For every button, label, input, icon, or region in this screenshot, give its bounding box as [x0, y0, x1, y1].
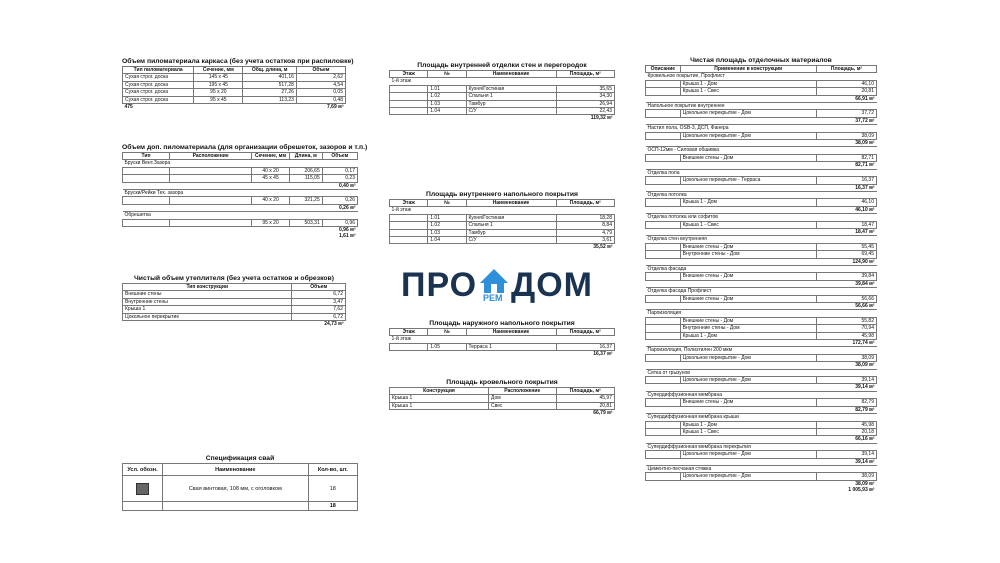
table-row: Внешние стены - Дом 82,79 [646, 399, 877, 406]
table-row: 1.02 Спальня 1 8,84 [390, 222, 615, 229]
piles-title: Спецификация свай [205, 455, 275, 462]
group-total: 0,26 м³ [339, 204, 356, 211]
group-row: Супердиффузионная мембрана крыши [646, 414, 877, 421]
frame-lumber-table [122, 66, 346, 110]
table-row: 1.01 Кухня/Гостиная 35,65 [390, 85, 615, 92]
table-row: Крыша 1 - Дом 45,98 [646, 421, 877, 428]
group-row: Пароизоляция, Полиэтилен 200 мкм [646, 347, 877, 354]
table-row: 95 х 20 503,31 0,96 [123, 219, 358, 226]
table-row: Сухая строг. доска 95 х 45 113,23 0,48 [123, 96, 346, 103]
table-total: 66,79 м² [593, 410, 613, 417]
table-row: Внешние стены - Дом 82,71 [646, 154, 877, 161]
table-row: Внешние стены - Дом 39,84 [646, 273, 877, 280]
group-row: Отделка стен внутренняя [646, 236, 877, 243]
frame-lumber-title: Объем пиломатериала каркаса (без учета остатков при распиловке) [122, 58, 354, 65]
group-total: 16,37 м² [855, 184, 875, 191]
table-row: 1.04 С/У 22,43 [390, 108, 615, 115]
grand-total: 1,61 м³ [339, 233, 356, 240]
walls-section [389, 62, 615, 122]
group-total: 66,16 м² [855, 436, 875, 443]
table-row: Сухая строг. доска 195 х 45 517,28 4,54 [123, 81, 346, 88]
group-row: 1-й этаж [390, 336, 615, 343]
group-total: 172,74 м² [852, 340, 875, 347]
group-row: Супердиффузионная мембрана [646, 391, 877, 398]
logo-text-small: РЕМ [483, 293, 503, 303]
table-row: Крыша 1 - Дом 46,10 [646, 80, 877, 87]
group-row: Настил пола, OSB-3, ДСП, Фанера [646, 125, 877, 132]
grand-total: 1 005,93 м² [848, 487, 875, 494]
group-row: Отделка фасада Профлист [646, 288, 877, 295]
table-row: 40 х 20 321,25 0,26 [123, 197, 358, 204]
extra-lumber-title: Объем доп. пиломатериала (для организации обрешеток, зазоров и т.п.) [122, 144, 368, 151]
group-row: Бруски Вент.Зазора [123, 160, 358, 167]
table-row: Цокольное перекрытие 6,72 [123, 313, 346, 320]
table-row: Сухая строг. доска 145 х 45 401,16 2,62 [123, 74, 346, 81]
extra-lumber-table [122, 152, 358, 240]
group-total: 18,47 м² [855, 228, 875, 235]
piles-table [122, 463, 358, 511]
table-row: Крыша 1 - Дом 45,98 [646, 332, 877, 339]
group-row: Цементно-песчаная стяжка [646, 465, 877, 472]
table-row: Крыша 1 Свес 20,81 [390, 402, 615, 409]
group-total: 39,84 м² [855, 280, 875, 287]
group-row: Отделка потолка [646, 191, 877, 198]
piles-section [122, 455, 358, 511]
prodom-logo [401, 265, 601, 305]
table-row: Цокольное перекрытие - Дом 38,09 [646, 354, 877, 361]
outer-floor-title: Площадь наружного напольного покрытия [429, 320, 575, 327]
table-row: Внешние стены - Дом 55,82 [646, 317, 877, 324]
table-row: Крыша 1 7,62 [123, 306, 346, 313]
table-row: Внутренние стены - Дом 70,94 [646, 325, 877, 332]
table-total: 18 [123, 502, 358, 511]
group-row: Отделка потолка или софитов [646, 214, 877, 221]
roof-title: Площадь кровельного покрытия [446, 379, 558, 386]
insulation-section [122, 275, 346, 327]
table-row: 1.05 Терраса 1 16,37 [390, 343, 615, 350]
outer-floor-table [389, 328, 615, 358]
table-row: 1.01 Кухня/Гостиная 18,28 [390, 214, 615, 221]
group-total: 39,14 м² [855, 458, 875, 465]
group-total: 124,90 м² [852, 258, 875, 265]
table-row: Цокольное перекрытие - Терраса 16,37 [646, 177, 877, 184]
group-row: 1-й этаж [390, 78, 615, 85]
table-header: Усл. обозн. Наименование Кол-во, шт. [123, 464, 358, 476]
roof-section [389, 379, 615, 417]
table-total: 35,52 м² [593, 244, 613, 251]
outer-floor-section [389, 320, 615, 358]
finishing-section [645, 57, 877, 494]
group-total: 0,40 м³ [339, 182, 356, 189]
group-total: 38,09 м² [855, 362, 875, 369]
group-row: Супердиффузионная мембрана перекрытия [646, 443, 877, 450]
table-row: 1.02 Спальня 1 34,30 [390, 93, 615, 100]
group-row: ОСП-12мм - Силовая обшивка [646, 147, 877, 154]
table-row: Сухая строг. доска 95 х 20 27,26 0,05 [123, 89, 346, 96]
table-row: 40 х 20 206,65 0,17 [123, 167, 358, 174]
insulation-table [122, 283, 346, 327]
inner-floor-title: Площадь внутреннего напольного покрытия [425, 191, 579, 198]
table-row: Внешние стены 6,72 [123, 291, 346, 298]
table-total: 16,37 м² [593, 351, 613, 358]
table-row: Внутренние стены 3,47 [123, 298, 346, 305]
insulation-title: Чистый объем утеплителя (без учета остатков и обрезков) [134, 275, 334, 282]
group-row: Кровельное покрытие, Профлист [646, 73, 877, 80]
group-row: 1-й этаж [390, 207, 615, 214]
table-row: Крыша 1 - Свес 20,18 [646, 428, 877, 435]
table-row: 1.04 С/У 3,61 [390, 237, 615, 244]
table-header: Этаж № Наименование Площадь, м² [390, 200, 615, 207]
group-total: 37,72 м² [855, 117, 875, 124]
table-header: Тип пиломатериала Сечение, мм Общ. длина, м Объем [123, 67, 346, 74]
group-total: 66,91 м² [855, 95, 875, 102]
table-row: Цокольное перекрытие - Дом 39,14 [646, 377, 877, 384]
group-total: 82,71 м² [855, 162, 875, 169]
table-total: 475 7,69 м³ [124, 104, 344, 111]
group-row: Обрешетка [123, 212, 358, 219]
table-row: Цокольное перекрытие - Дом 37,72 [646, 110, 877, 117]
group-total: 56,66 м² [855, 303, 875, 309]
table-row: Свая винтовая, 108 мм, с оголовком 18 [123, 476, 358, 502]
group-row: Отделка фасада [646, 265, 877, 272]
group-total: 0,96 м³ [339, 227, 356, 234]
inner-floor-section [389, 191, 615, 251]
group-row: Сетка от грызунов [646, 369, 877, 376]
table-total: 119,32 м² [590, 115, 613, 122]
group-total: 82,79 м² [855, 406, 875, 413]
roof-table [389, 387, 615, 417]
frame-lumber-section [122, 58, 354, 111]
table-header: Описание Применение в конструкции Площадь, м² [646, 66, 877, 73]
table-row: Крыша 1 - Свес 20,81 [646, 88, 877, 95]
table-header: Конструкция Расположение Площадь, м² [390, 388, 615, 395]
group-row: Пароизоляция [646, 310, 877, 317]
table-row: Внутренние стены - Дом 69,45 [646, 251, 877, 258]
walls-table [389, 70, 615, 122]
table-total: 24,73 м³ [324, 321, 344, 328]
table-header: Тип конструкции Объем [123, 284, 346, 291]
table-row: Внешние стены - Дом 55,45 [646, 243, 877, 250]
extra-lumber-section [122, 144, 368, 240]
group-total: 38,09 м² [855, 140, 875, 147]
table-header: Тип Расположение Сечение, мм Длина, м Объем [123, 153, 358, 160]
finishing-table [645, 65, 877, 494]
inner-floor-table [389, 199, 615, 251]
group-total: 38,09 м² [855, 480, 875, 487]
group-row: Отделка пола [646, 169, 877, 176]
table-row: 45 х 45 115,05 0,23 [123, 175, 358, 182]
table-row: Цокольное перекрытие - Дом 38,09 [646, 473, 877, 480]
table-row: Крыша 1 - Свес 18,47 [646, 221, 877, 228]
finishing-title: Чистая площадь отделочных материалов [690, 57, 832, 64]
group-row: Напольное покрытие внутреннее [646, 103, 877, 110]
group-total: 46,10 м² [855, 206, 875, 213]
group-row: Бруски/Рейки Тех. зазора [123, 190, 358, 197]
group-total: 39,14 м² [855, 384, 875, 391]
table-row: 1.03 Тамбур 4,79 [390, 229, 615, 236]
table-row: Цокольное перекрытие - Дом 38,09 [646, 132, 877, 139]
table-row: Крыша 1 Дом 45,97 [390, 395, 615, 402]
table-row: Цокольное перекрытие - Дом 39,14 [646, 451, 877, 458]
table-row: 1.03 Тамбур 26,94 [390, 100, 615, 107]
table-row: Внешние стены - Дом 56,66 [646, 295, 877, 302]
table-header: Этаж № Наименование Площадь, м² [390, 71, 615, 78]
logo-text-right: ДОМ [511, 266, 593, 304]
table-row: Крыша 1 - Дом 46,10 [646, 199, 877, 206]
walls-title: Площадь внутренней отделки стен и перегородок [417, 62, 587, 69]
pile-symbol-icon [136, 483, 149, 495]
logo-text-left: ПРО [401, 266, 478, 304]
table-header: Этаж № Наименование Площадь, м² [390, 329, 615, 336]
